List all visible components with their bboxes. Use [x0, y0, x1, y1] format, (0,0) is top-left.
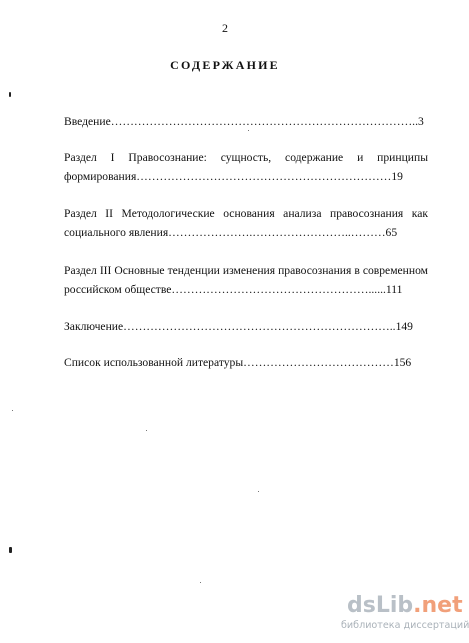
logo-brand — [347, 593, 463, 619]
page-number: 2 — [222, 21, 228, 35]
toc-entry-bibliography: Список использованной литературы…………………………………156 — [64, 356, 412, 369]
toc-entry-section-1-line-2: формирования…………………………………………………………19 — [64, 170, 403, 183]
scan-speck — [248, 130, 249, 131]
toc-entry-section-2-line-1: Раздел II Методологические основания анализа правосознания как — [64, 207, 428, 220]
toc-entry-section-3-line-1: Раздел III Основные тенденции изменения правосознания в современном — [64, 264, 428, 277]
scan-mark — [9, 92, 11, 97]
toc-entry-conclusion: Заключение……………………………………………………………..149 — [64, 320, 413, 333]
page-title: СОДЕРЖАНИЕ — [170, 58, 280, 72]
logo-brand-accent: .net — [413, 593, 463, 618]
scan-speck — [258, 491, 259, 492]
toc-entry-section-1-line-1: Раздел I Правосознание: сущность, содержание и принципы — [64, 151, 428, 164]
toc-entry-section-2-line-2: социального явления………………….……………………..………65 — [64, 226, 398, 239]
dslib-watermark-logo — [341, 593, 469, 639]
toc-entry-intro: Введение……………………………………………………………………..3 — [64, 115, 424, 128]
logo-subtitle: библиотека диссертаций — [341, 620, 469, 631]
logo-brand-main: dsLib — [347, 593, 414, 618]
scan-speck — [146, 430, 147, 431]
scan-mark — [9, 547, 12, 553]
scan-speck — [12, 410, 13, 411]
scan-speck — [200, 582, 201, 583]
toc-entry-section-3-line-2: российском обществе……………………………………………......111 — [64, 283, 403, 296]
